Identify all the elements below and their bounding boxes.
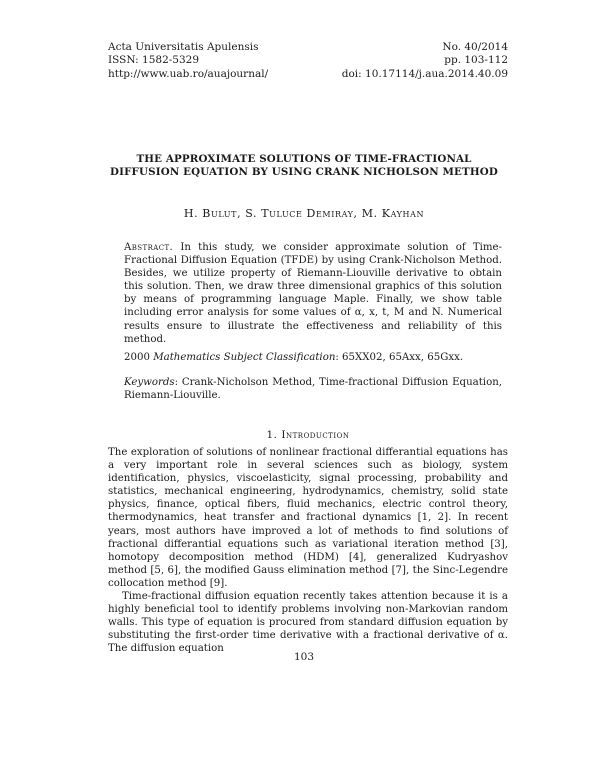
keywords [124, 376, 502, 402]
authors: H. Bulut, S. Tuluce Demiray, M. Kayhan [183, 207, 425, 220]
paper-title: THE APPROXIMATE SOLUTIONS OF TIME-FRACTIONAL DIFFUSION EQUATION BY USING CRANK NICHOLSON METHOD [110, 153, 498, 179]
page-range: pp. 103-112 [444, 54, 508, 67]
paragraph: Time-fractional diffusion equation recently takes attention because it is a highly beneficial tool to identify problems involving non-Markovian random walls. This type of equation is procured from standard diffusion equation by substituting the first-order time derivative with a fractional derivative of α. The diffusion equation [108, 591, 508, 655]
keywords-label: Keywords [124, 377, 175, 388]
abstract [124, 241, 502, 346]
msc-label: Mathematics Subject Classification [153, 352, 336, 363]
section-heading: 1. Introduction [266, 429, 350, 441]
subject-classification [124, 351, 502, 364]
journal-url[interactable]: http://www.uab.ro/auajournal/ [108, 67, 269, 80]
msc-year: 2000 [124, 352, 150, 363]
journal-name: Acta Universitatis Apulensis [108, 41, 259, 53]
doi[interactable]: doi: 10.17114/j.aua.2014.40.09 [341, 67, 508, 80]
issue-number: No. 40/2014 [442, 41, 508, 53]
paragraph: The exploration of solutions of nonlinear fractional differantial equations has a very important role in several sciences such as biology, system identification, physics, viscoelasticity, signal processing, probability and statistics, mechanical engineering, hydrodynamics, chemistry, solid state physics, finance, optical fibers, fluid mechanics, electric control theory, thermodynamics, heat transfer and fractional dynamics [1, 2]. In recent years, most authors have improved a lot of methods to find solutions of fractional differantial equations such as variational iteration method [3], homotopy decomposition method (HDM) [4], generalized Kudryashov method [5, 6], the modified Gauss elimination method [7], the Sinc-Legendre collocation method [9]. [108, 447, 508, 589]
journal-header-right [342, 41, 508, 81]
page-number: 103 [293, 651, 315, 663]
journal-issn: ISSN: 1582-5329 [108, 54, 200, 67]
abstract-text: In this study, we consider approximate solution of Time-Fractional Diffusion Equation (TFDE) by using Crank-Nicholson Method. Besides, we utilize property of Riemann-Liouville derivative to obtain this solution. Then, we draw three dimensional graphics of this solution by means of programming language Maple. Finally, we show table including error analysis for some values of α, x, t, M and N. Numerical results ensure to illustrate the effectiveness and reliability of this method. [124, 242, 502, 345]
abstract-label: Abstract. [124, 242, 174, 253]
journal-header-left [108, 41, 268, 81]
keywords-text: : Crank-Nicholson Method, Time-fractional Diffusion Equation, Riemann-Liouville. [124, 377, 502, 402]
msc-codes: : 65XX02, 65Axx, 65Gxx. [335, 352, 464, 363]
section-body [108, 446, 508, 656]
